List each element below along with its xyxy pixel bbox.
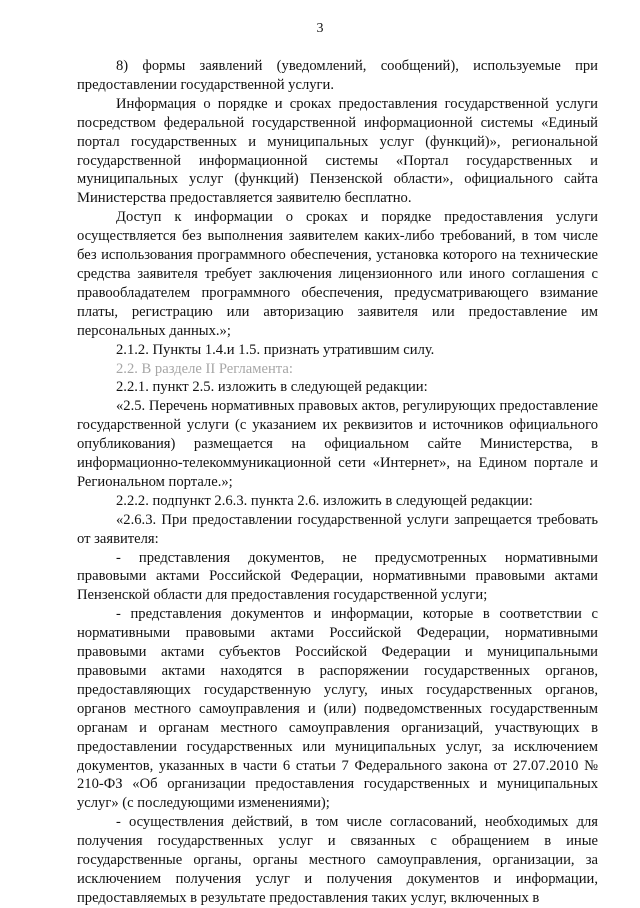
paragraph-application-forms: 8) формы заявлений (уведомлений, сообщений), используемые при предоставлении государственной услуги. [77, 58, 598, 93]
paragraph-2-2-1: 2.2.1. пункт 2.5. изложить в следующей редакции: [116, 379, 428, 396]
paragraph-2-6-3: «2.6.3. При предоставлении государственной услуги запрещается требовать от заявителя: [77, 511, 598, 547]
paragraph-access-to-information: Доступ к информации о сроках и порядке предоставления услуги осуществляется без выполнения заявителем каких-либо требований, в том числе без использования программного обеспечения, установка которого на технические средства заявителя требует заключения лицензионного или иного соглашения с правообладателем программного обеспечения, предусматривающего взимание платы, регистрацию или авторизацию заявителя или предоставление им персональных данных.»; [77, 209, 598, 339]
list-item-documents-not-provided: - представления документов, не предусмотренных нормативными правовыми актами Российской Федерации, нормативными правовыми актами Пензенской области для предоставления государственной услуги; [77, 549, 598, 604]
paragraph-2-1-2: 2.1.2. Пункты 1.4.и 1.5. признать утратившим силу. [116, 341, 435, 358]
list-item-documents-and-information: - представления документов и информации, которые в соответствии с нормативными правовыми актами Российской Федерации, нормативными правовыми актами субъектов Российской Федерации и муниципальными правовыми актами находятся в распоряжении государственных органов, предоставляющих государственную услугу, иных государственных органов, органов местного самоуправления и (или) подведомственных государственным органам и органам местного самоуправления организаций, участвующих в предоставлении государственных или муниципальных услуг, за исключением документов, указанных в части 6 статьи 7 Федерального закона от 27.07.2010 № 210-ФЗ «Об организации предоставления государственных и муниципальных услуг» (с последующими изменениями); [77, 606, 598, 812]
paragraph-2-2-2: 2.2.2. подпункт 2.6.3. пункта 2.6. изложить в следующей редакции: [116, 492, 533, 509]
document-body [77, 57, 598, 908]
paragraph-2-2-heading: 2.2. В разделе II Регламента: [116, 360, 293, 377]
list-item-actions-and-approvals: - осуществления действий, в том числе согласований, необходимых для получения государственных услуг и связанных с обращением в иные государственные органы, органы местного самоуправления, организации, за исключением получения услуг и получения документов и информации, предоставляемых в результате предоставления таких услуг, включенных в [77, 814, 598, 906]
paragraph-2-5-legal-acts: «2.5. Перечень нормативных правовых актов, регулирующих предоставление государственной услуги (с указанием их реквизитов и источников официального опубликования) размещается на официальном сайте Министерства, в информационно-телекоммуникационной сети «Интернет», на Едином портале и Региональном портале.»; [77, 398, 598, 490]
paragraph-information-procedure: Информация о порядке и сроках предоставления государственной услуги посредством федеральной государственной информационной системы «Единый портал государственных и муниципальных услуг (функций)», региональной государственной информационной системы «Портал государственных и муниципальных услуг (функций) Пензенской области», официального сайта Министерства предоставляется заявителю бесплатно. [77, 95, 598, 207]
page-number: 3 [316, 21, 324, 36]
